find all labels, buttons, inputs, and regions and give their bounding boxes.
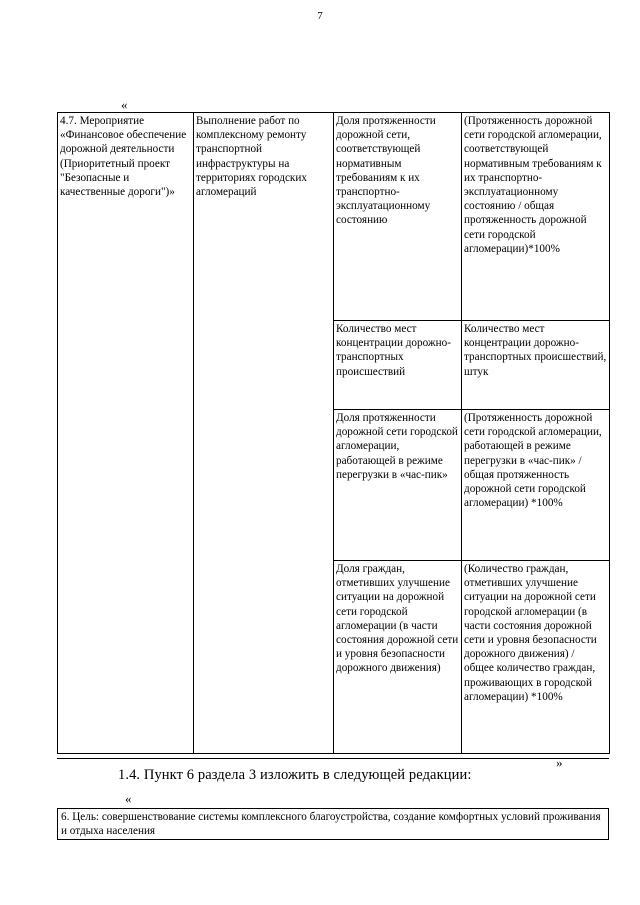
indicators-table	[57, 112, 610, 754]
page-number: 7	[317, 10, 323, 22]
close-quote: »	[556, 755, 563, 770]
goal-box: 6. Цель: совершенствование системы комплексного благоустройства, создание комфортных условий проживания и отдыха населения	[57, 808, 609, 840]
indicator-cell: Доля протяженности дорожной сети городской агломерации, работающей в режиме перегрузки в «час-пик»	[334, 410, 462, 561]
formula-cell: (Количество граждан, отметивших улучшение ситуации на дорожной сети городской агломерации (в части состояния дорожной сети и уровня безопасности дорожного движения) / общее количество граждан, проживающих в городской агломерации) *100%	[462, 561, 610, 754]
open-quote-2: «	[125, 791, 132, 806]
amendment-heading: 1.4. Пункт 6 раздела 3 изложить в следующей редакции:	[118, 767, 472, 783]
indicator-cell: Количество мест концентрации дорожно-транспортных происшествий	[334, 321, 462, 410]
measure-cell: 4.7. Мероприятие «Финансовое обеспечение дорожной деятельности (Приоритетный проект "Безопасные и качественные дороги")»	[58, 113, 194, 754]
open-quote-1: «	[121, 97, 128, 112]
work-cell: Выполнение работ по комплексному ремонту транспортной инфраструктуры на территориях городских агломераций	[194, 113, 334, 754]
formula-cell: Количество мест концентрации дорожно-транспортных происшествий, штук	[462, 321, 610, 410]
formula-cell: (Протяженность дорожной сети городской агломерации, соответствующей нормативным требованиям к их транспортно-эксплуатационному состоянию / общая протяженность дорожной сети городской агломерации)*100%	[462, 113, 610, 321]
table-bottom-rule	[57, 758, 609, 759]
formula-cell: (Протяженность дорожной сети городской агломерации, работающей в режиме перегрузки в «час-пик» / общая протяженность дорожной сети городской агломерации) *100%	[462, 410, 610, 561]
indicator-cell: Доля граждан, отметивших улучшение ситуации на дорожной сети городской агломерации (в части состояния дорожной сети и уровня безопасности дорожного движения)	[334, 561, 462, 754]
indicator-cell: Доля протяженности дорожной сети, соответствующей нормативным требованиям к их транспортно-эксплуатационному состоянию	[334, 113, 462, 321]
table-row	[58, 113, 610, 321]
